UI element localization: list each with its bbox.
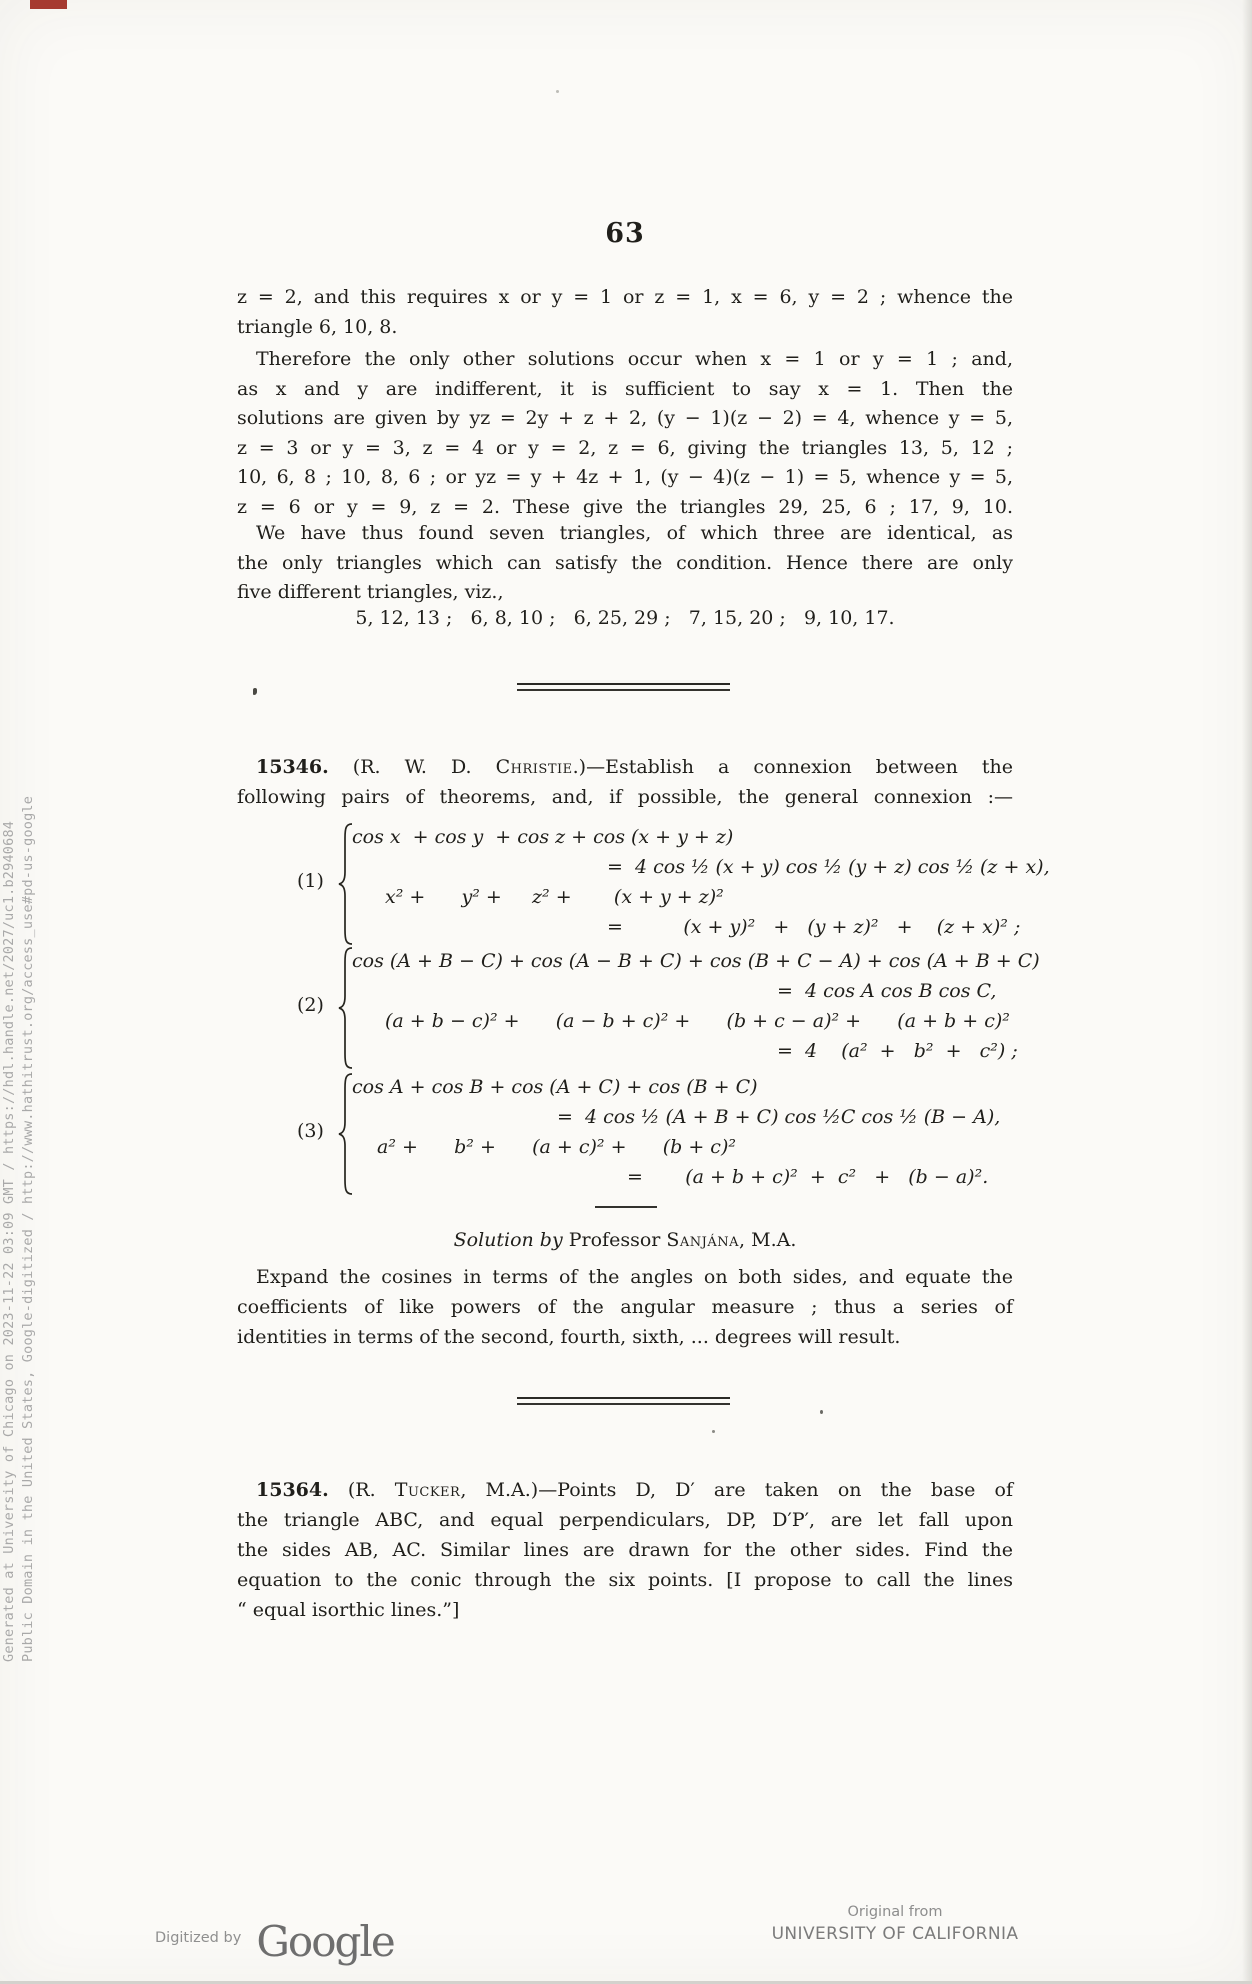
problem-text: .)—Establish a connexion between the <box>572 756 1013 778</box>
text-line: Therefore the only other solutions occur when x = 1 or y = 1 ; and, <box>256 348 1013 370</box>
scan-artifact-red-mark <box>30 0 67 9</box>
equation-row: cos A + cos B + cos (A + C) + cos (B + C) <box>352 1076 758 1098</box>
text-line: following pairs of theorems, and, if possible, the general connexion :— <box>237 785 1013 808</box>
text-line: solutions are given by yz = 2y + z + 2, (y − 1)(z − 2) = 4, whence y = 5, <box>237 407 1013 429</box>
text-line: equation to the conic through the six points. [I propose to call the lines <box>237 1569 1013 1591</box>
equation-rows <box>352 822 1050 942</box>
scan-artifact-speck <box>556 90 559 93</box>
equation-row: (a + b − c)² + (a − b + c)² + (b + c − a)² + (a + b + c)² <box>385 1010 1010 1032</box>
text-line: z = 2, and this requires x or y = 1 or z = 1, x = 6, y = 2 ; whence the <box>237 286 1013 308</box>
digitization-watermark <box>0 762 40 1662</box>
digitized-by-label: Digitized by <box>155 1930 242 1946</box>
equation-row: cos x + cos y + cos z + cos (x + y + z) <box>352 826 734 848</box>
equation-row: = 4 cos ½ (A + B + C) cos ½C cos ½ (B − A), <box>557 1106 1001 1128</box>
paragraph-seven-triangles <box>237 519 1013 608</box>
solution-paragraph <box>237 1262 1013 1352</box>
text-line: “ equal isorthic lines.”] <box>237 1599 460 1621</box>
scan-artifact-speck <box>712 1430 715 1433</box>
text-line <box>237 753 1013 783</box>
text-line: the triangle ABC, and equal perpendiculars, DP, D′P′, are let fall upon <box>237 1509 1013 1531</box>
text-line: five different triangles, viz., <box>237 581 504 603</box>
digitized-by-google <box>155 1917 394 1966</box>
text-line <box>237 1475 1013 1505</box>
author-name: Christie <box>495 756 573 778</box>
text-line: coefficients of like powers of the angular measure ; thus a series of <box>237 1296 1013 1318</box>
section-divider <box>517 1397 730 1405</box>
text-line: 10, 6, 8 ; 10, 8, 6 ; or yz = y + 4z + 1, (y − 4)(z − 1) = 5, whence y = 5, <box>237 466 1013 488</box>
equation-row: = (x + y)² + (y + z)² + (z + x)² ; <box>607 916 1021 938</box>
text-line: z = 3 or y = 3, z = 4 or y = 2, z = 6, giving the triangles 13, 5, 12 ; <box>237 436 1013 459</box>
equation-label: (3) <box>297 1120 324 1142</box>
text-line: We have thus found seven triangles, of which three are identical, as <box>256 522 1013 544</box>
text-line: identities in terms of the second, fourth, sixth, ... degrees will result. <box>237 1326 901 1348</box>
scan-artifact-speck <box>820 1410 823 1414</box>
solution-by-label: Solution by <box>453 1229 563 1251</box>
equation-rows <box>352 1072 1001 1192</box>
scan-artifact-speck <box>253 688 257 695</box>
byline-mid: Professor <box>562 1229 667 1251</box>
problem-number: 15364. <box>256 1479 329 1501</box>
equation-row: = 4 cos A cos B cos C, <box>777 980 997 1002</box>
section-divider <box>517 683 730 691</box>
short-rule-divider <box>595 1206 657 1208</box>
original-from-block <box>745 1902 1045 1946</box>
equation-label: (2) <box>297 994 324 1016</box>
google-logo: Google <box>256 1917 394 1966</box>
institution-name: UNIVERSITY OF CALIFORNIA <box>771 1924 1019 1944</box>
text-line: the sides AB, AC. Similar lines are drawn for the other sides. Find the <box>237 1539 1013 1561</box>
problem-15346-heading <box>237 753 1013 812</box>
author-prefix: (R. <box>328 1479 395 1501</box>
solution-byline <box>237 1226 1013 1256</box>
text-line: z = 6 or y = 9, z = 2. These give the triangles 29, 25, 6 ; 17, 9, 10. <box>237 495 1013 518</box>
original-from-label: Original from <box>847 1904 943 1920</box>
page-edge-shadow <box>1242 0 1252 1984</box>
author-prefix: (R. W. D. <box>328 756 496 778</box>
equation-group-1 <box>297 822 1050 944</box>
equation-row: = (a + b + c)² + c² + (b − a)². <box>627 1166 989 1188</box>
equation-group-2 <box>297 946 1040 1068</box>
text-line: the only triangles which can satisfy the condition. Hence there are only <box>237 551 1013 574</box>
solver-name: Sanjána <box>666 1229 740 1251</box>
triangle-list: 5, 12, 13 ; 6, 8, 10 ; 6, 25, 29 ; 7, 15, 20 ; 9, 10, 17. <box>355 607 895 629</box>
text-line: as x and y are indifferent, it is sufficient to say x = 1. Then the <box>237 377 1013 400</box>
equation-row: = 4 (a² + b² + c²) ; <box>777 1040 1018 1062</box>
paragraph-therefore <box>237 345 1013 522</box>
problem-text: , M.A.)—Points D, D′ are taken on the base of <box>460 1479 1013 1501</box>
problem-15364-heading <box>237 1475 1013 1625</box>
equation-row: cos (A + B − C) + cos (A − B + C) + cos (B + C − A) + cos (A + B + C) <box>352 950 1040 972</box>
watermark-line-1: Generated at University of Chicago on 2023-11-22 03:09 GMT / https://hdl.handle.net/2027/uc1.b2940684 <box>1 820 17 1662</box>
text-line: Expand the cosines in terms of the angles on both sides, and equate the <box>256 1266 1013 1288</box>
equation-row: a² + b² + (a + c)² + (b + c)² <box>377 1136 736 1158</box>
equation-row: = 4 cos ½ (x + y) cos ½ (y + z) cos ½ (z + x), <box>607 856 1050 878</box>
equation-rows <box>352 946 1040 1066</box>
author-name: Tucker <box>394 1479 461 1501</box>
equation-group-3 <box>297 1072 1001 1194</box>
text-line: triangle 6, 10, 8. <box>237 315 398 338</box>
equation-label: (1) <box>297 870 324 892</box>
problem-number: 15346. <box>256 756 329 778</box>
byline-tail: , M.A. <box>739 1229 797 1251</box>
equation-row: x² + y² + z² + (x + y + z)² <box>385 886 724 908</box>
page-number: 63 <box>605 218 645 249</box>
paragraph-solution-continuation <box>237 283 1013 342</box>
watermark-line-2: Public Domain in the United States, Google-digitized / http://www.hathitrust.org/access_use#pd-us-google <box>20 795 36 1662</box>
